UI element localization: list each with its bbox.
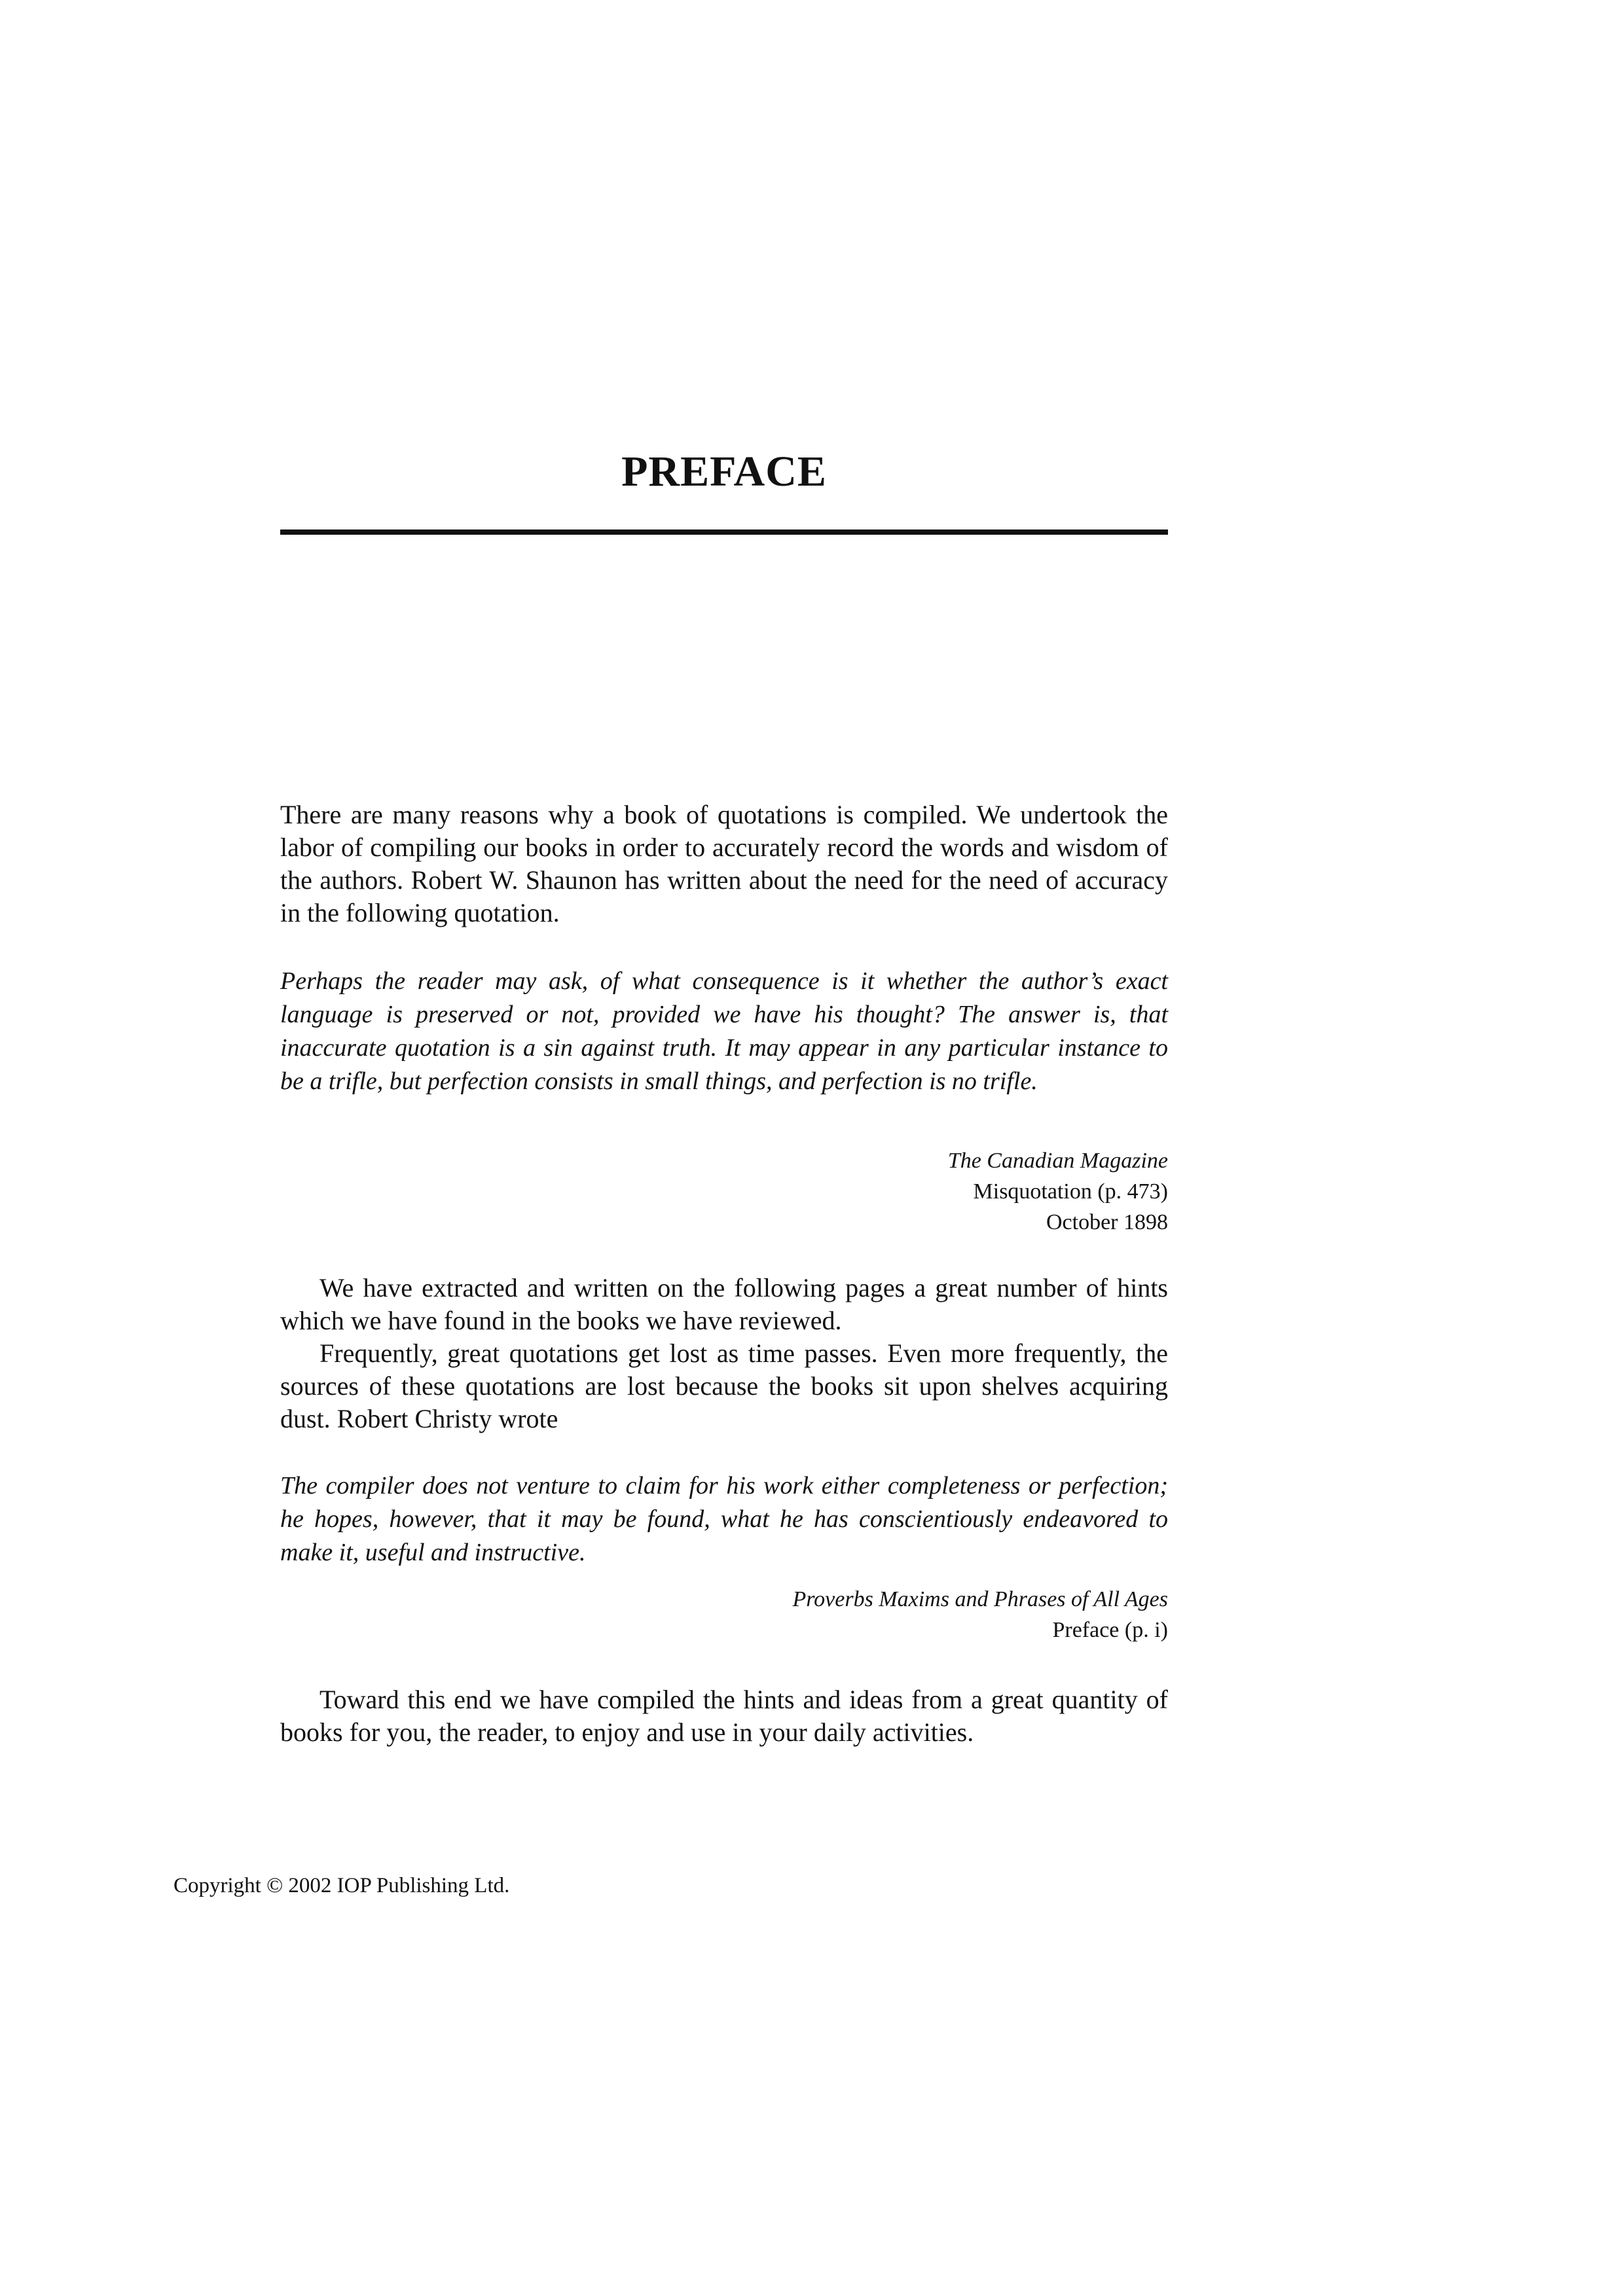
closing-paragraph: Toward this end we have compiled the hints and ideas from a great quantity of books for you, the reader, to enjoy and use in your daily activities. — [280, 1685, 1168, 1747]
title-rule — [280, 529, 1168, 535]
block-quote-proverbs: The compiler does not venture to claim for his work either completeness or perfection; he hopes, however, that it may be found, what he has conscientiously endeavored to make it, useful and instructive. — [280, 1472, 1168, 1566]
intro-paragraph: There are many reasons why a book of quotations is compiled. We undertook the labor of compiling our books in order to accurately record the words and wisdom of the authors. Robert W. Shaunon has written about the need for the need of accuracy in the following quotation. — [280, 800, 1168, 927]
source-detail: Preface (p. i) — [1052, 1618, 1168, 1642]
lost-quotations-paragraph: Frequently, great quotations get lost as time passes. Even more frequently, the sources of these quotations are lost because the books sit upon shelves acquiring dust. Robert Christy wrote — [280, 1338, 1168, 1433]
block-quote-canadian-magazine: Perhaps the reader may ask, of what consequence is it whether the author’s exact language is preserved or not, provided we have his thought? The answer is, that inaccurate quotation is a sin against truth. It may appear in any particular instance to be a trifle, but perfection consists in small things, and perfection is no trifle. — [280, 967, 1168, 1095]
source-detail: Misquotation (p. 473) — [973, 1179, 1168, 1204]
quote-source-canadian-magazine — [280, 1145, 1168, 1238]
hints-paragraph: We have extracted and written on the following pages a great number of hints which we have found in the books we have reviewed. — [280, 1273, 1168, 1335]
source-date: October 1898 — [1046, 1210, 1168, 1234]
source-title: Proverbs Maxims and Phrases of All Ages — [792, 1587, 1168, 1611]
source-title: The Canadian Magazine — [947, 1149, 1168, 1173]
page-title: PREFACE — [621, 448, 827, 495]
copyright-notice: Copyright © 2002 IOP Publishing Ltd. — [173, 1874, 510, 1897]
quote-source-proverbs — [280, 1584, 1168, 1645]
